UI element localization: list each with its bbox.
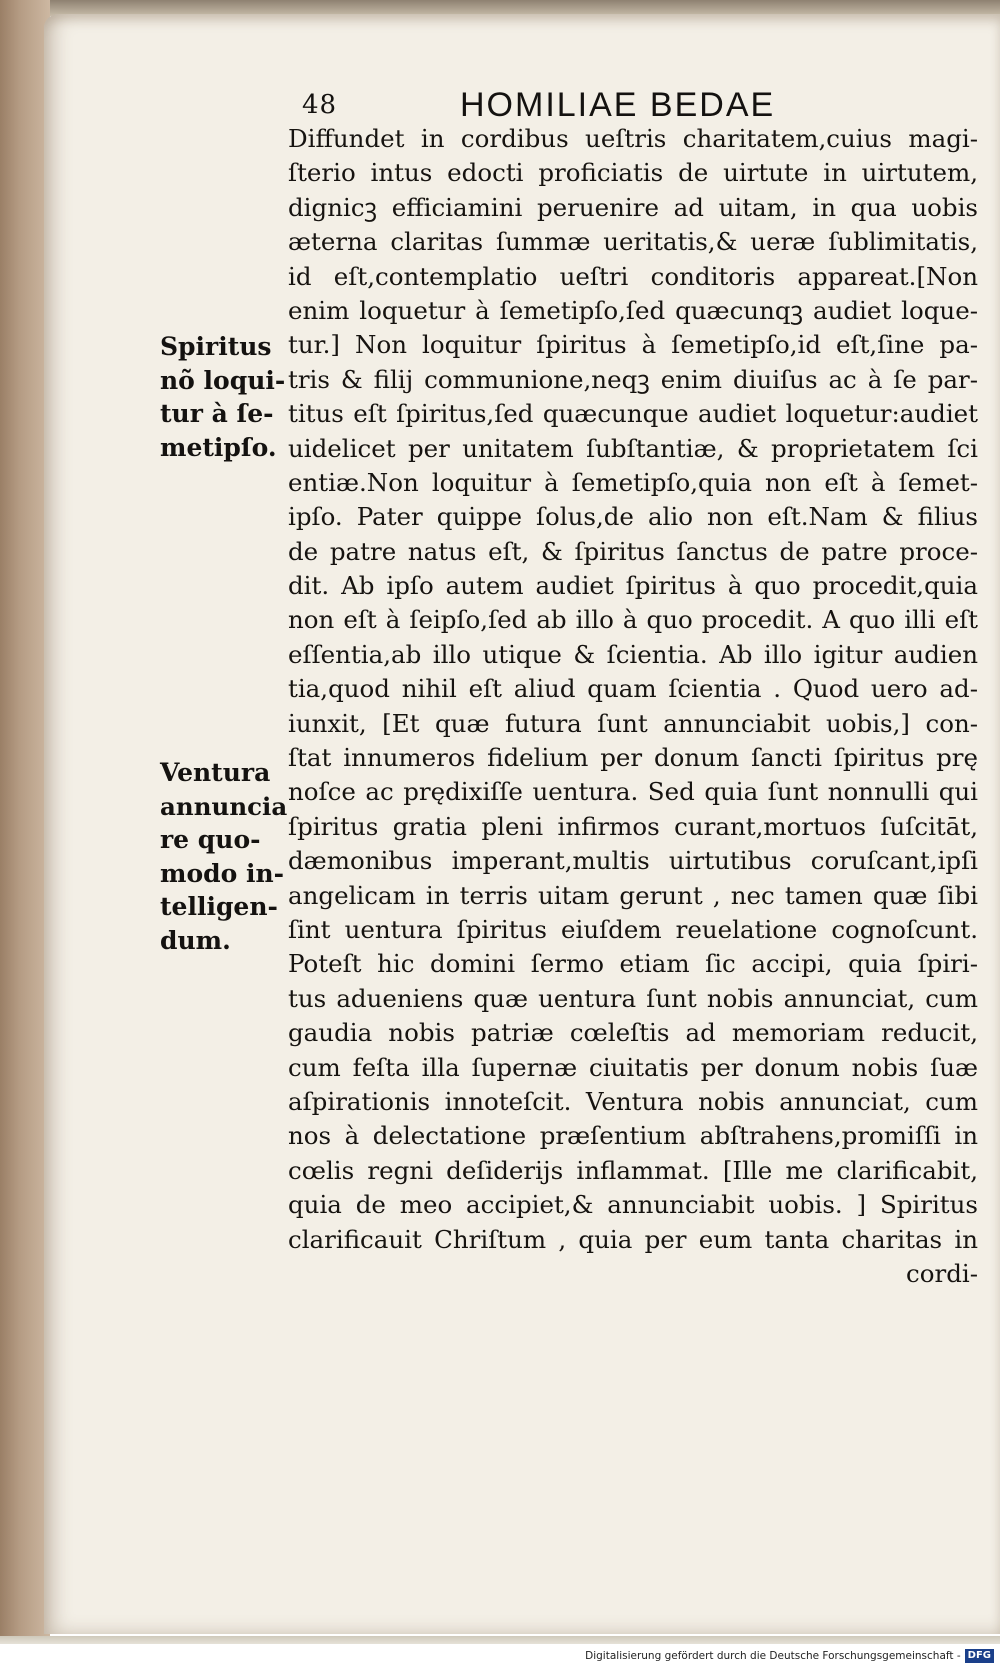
text-line: entiæ.Non loquitur à ſemetipſo,quia non eſt à ſemet- <box>288 467 978 497</box>
digitization-credit <box>585 1647 994 1665</box>
text-line: iunxit, [Et quæ futura ſunt annunciabit uobis,] con- <box>288 708 978 738</box>
text-line: eſſentia,ab illo utique & ſcientia. Ab illo igitur audien <box>288 639 978 669</box>
text-line: non eſt à ſeipſo,ſed ab illo à quo procedit. A quo illi eſt <box>288 605 978 635</box>
text-line: tur.] Non loquitur ſpiritus à ſemetipſo,id eſt,ſine pa- <box>288 330 978 360</box>
text-line: gaudia nobis patriæ cœleſtis ad memoriam reducit, <box>288 1018 978 1048</box>
page-number: 48 <box>302 90 338 120</box>
text-line: id eſt,contemplatio ueſtri conditoris appareat.[Non <box>288 261 978 291</box>
margin-note-line: Spiritus <box>160 332 272 361</box>
margin-note-line: tur à ſe- <box>160 399 274 428</box>
text-line: de patre natus eſt, & ſpiritus ſanctus de patre proce- <box>288 536 978 566</box>
text-line: dit. Ab ipſo autem audiet ſpiritus à quo procedit,quia <box>288 571 978 601</box>
text-line: Poteſt hic domini ſermo etiam ſic accipi, quia ſpiri- <box>288 949 978 979</box>
text-line: Diffundet in cordibus ueſtris charitatem,cuius magi- <box>288 124 978 153</box>
running-title: HOMILIAE BEDAE <box>460 86 776 124</box>
margin-note-line: Ventura <box>160 758 271 787</box>
text-line: tia,quod nihil eſt aliud quam ſcientia . Quod uero ad- <box>288 674 978 704</box>
text-line: aſpirationis innoteſcit. Ventura nobis annunciat, cum <box>288 1086 978 1116</box>
margin-note-line: nõ loqui- <box>160 365 286 395</box>
text-line: æterna claritas ſummæ ueritatis,& ueræ ſublimitatis, <box>288 227 978 257</box>
margin-note-line: modo in- <box>160 858 285 888</box>
credit-text: Digitalisierung gefördert durch die Deutsche Forschungsgemeinschaft - <box>585 1650 961 1662</box>
text-line: ſterio intus edocti proficiatis de uirtute in uirtutem, <box>288 158 978 188</box>
text-line: ipſo. Pater quippe ſolus,de alio non eſt.Nam & filius <box>288 502 978 532</box>
margin-note-line: annuncia <box>160 791 288 821</box>
margin-note-line: telligen- <box>160 892 278 921</box>
text-line: tus adueniens quæ uentura ſunt nobis annunciat, cum <box>288 983 978 1013</box>
text-line: noſce ac prędixiſſe uentura. Sed quia ſunt nonnulli qui <box>288 777 978 807</box>
text-line: titus eſt ſpiritus,ſed quæcunque audiet loquetur:audiet <box>288 399 978 429</box>
book-cover-edge <box>0 0 50 1640</box>
text-line: cum feſta illa ſupernæ ciuitatis per donum nobis ſuæ <box>288 1052 978 1082</box>
text-line: uidelicet per unitatem ſubſtantiæ, & proprietatem ſci <box>288 433 978 463</box>
dfg-logo: DFG <box>965 1649 994 1663</box>
text-line: nos à delectatione præſentium abſtrahens,promiſſi in <box>288 1121 978 1151</box>
body-text <box>288 122 978 1291</box>
scan-bottom-border <box>0 1636 1000 1644</box>
text-line: dæmonibus imperant,multis uirtutibus coruſcant,ipſi <box>288 846 978 876</box>
margin-note <box>160 756 288 957</box>
margin-note <box>160 330 288 464</box>
text-line: ſpiritus gratia pleni infirmos curant,mortuos ſuſcitāt, <box>288 811 978 841</box>
text-line: angelicam in terris uitam gerunt , nec tamen quæ ſibi <box>288 880 978 910</box>
text-line: quia de meo accipiet,& annunciabit uobis. ] Spiritus <box>288 1190 978 1220</box>
text-line: dignicꝫ efficiamini peruenire ad uitam, in qua uobis <box>288 192 978 222</box>
text-line: clarificauit Chriſtum , quia per eum tanta charitas in <box>288 1224 978 1254</box>
margin-note-line: re quo- <box>160 825 261 854</box>
text-line: tris & filij communione,neqꝫ enim diuiſus ac à ſe par- <box>288 364 978 394</box>
text-line: enim loquetur à ſemetipſo,ſed quæcunqꝫ audiet loque- <box>288 295 978 325</box>
margin-note-line: dum. <box>160 925 231 955</box>
text-line: cœlis regni deſiderijs inflammat. [Ille me clarificabit, <box>288 1155 978 1185</box>
margin-note-line: metipſo. <box>160 432 277 462</box>
text-line: ſint uentura ſpiritus eiuſdem reuelatione cognoſcunt. <box>288 914 978 944</box>
text-line: ſtat innumeros fidelium per donum ſancti ſpiritus prę <box>288 743 978 773</box>
catchword: cordi- <box>906 1258 978 1288</box>
